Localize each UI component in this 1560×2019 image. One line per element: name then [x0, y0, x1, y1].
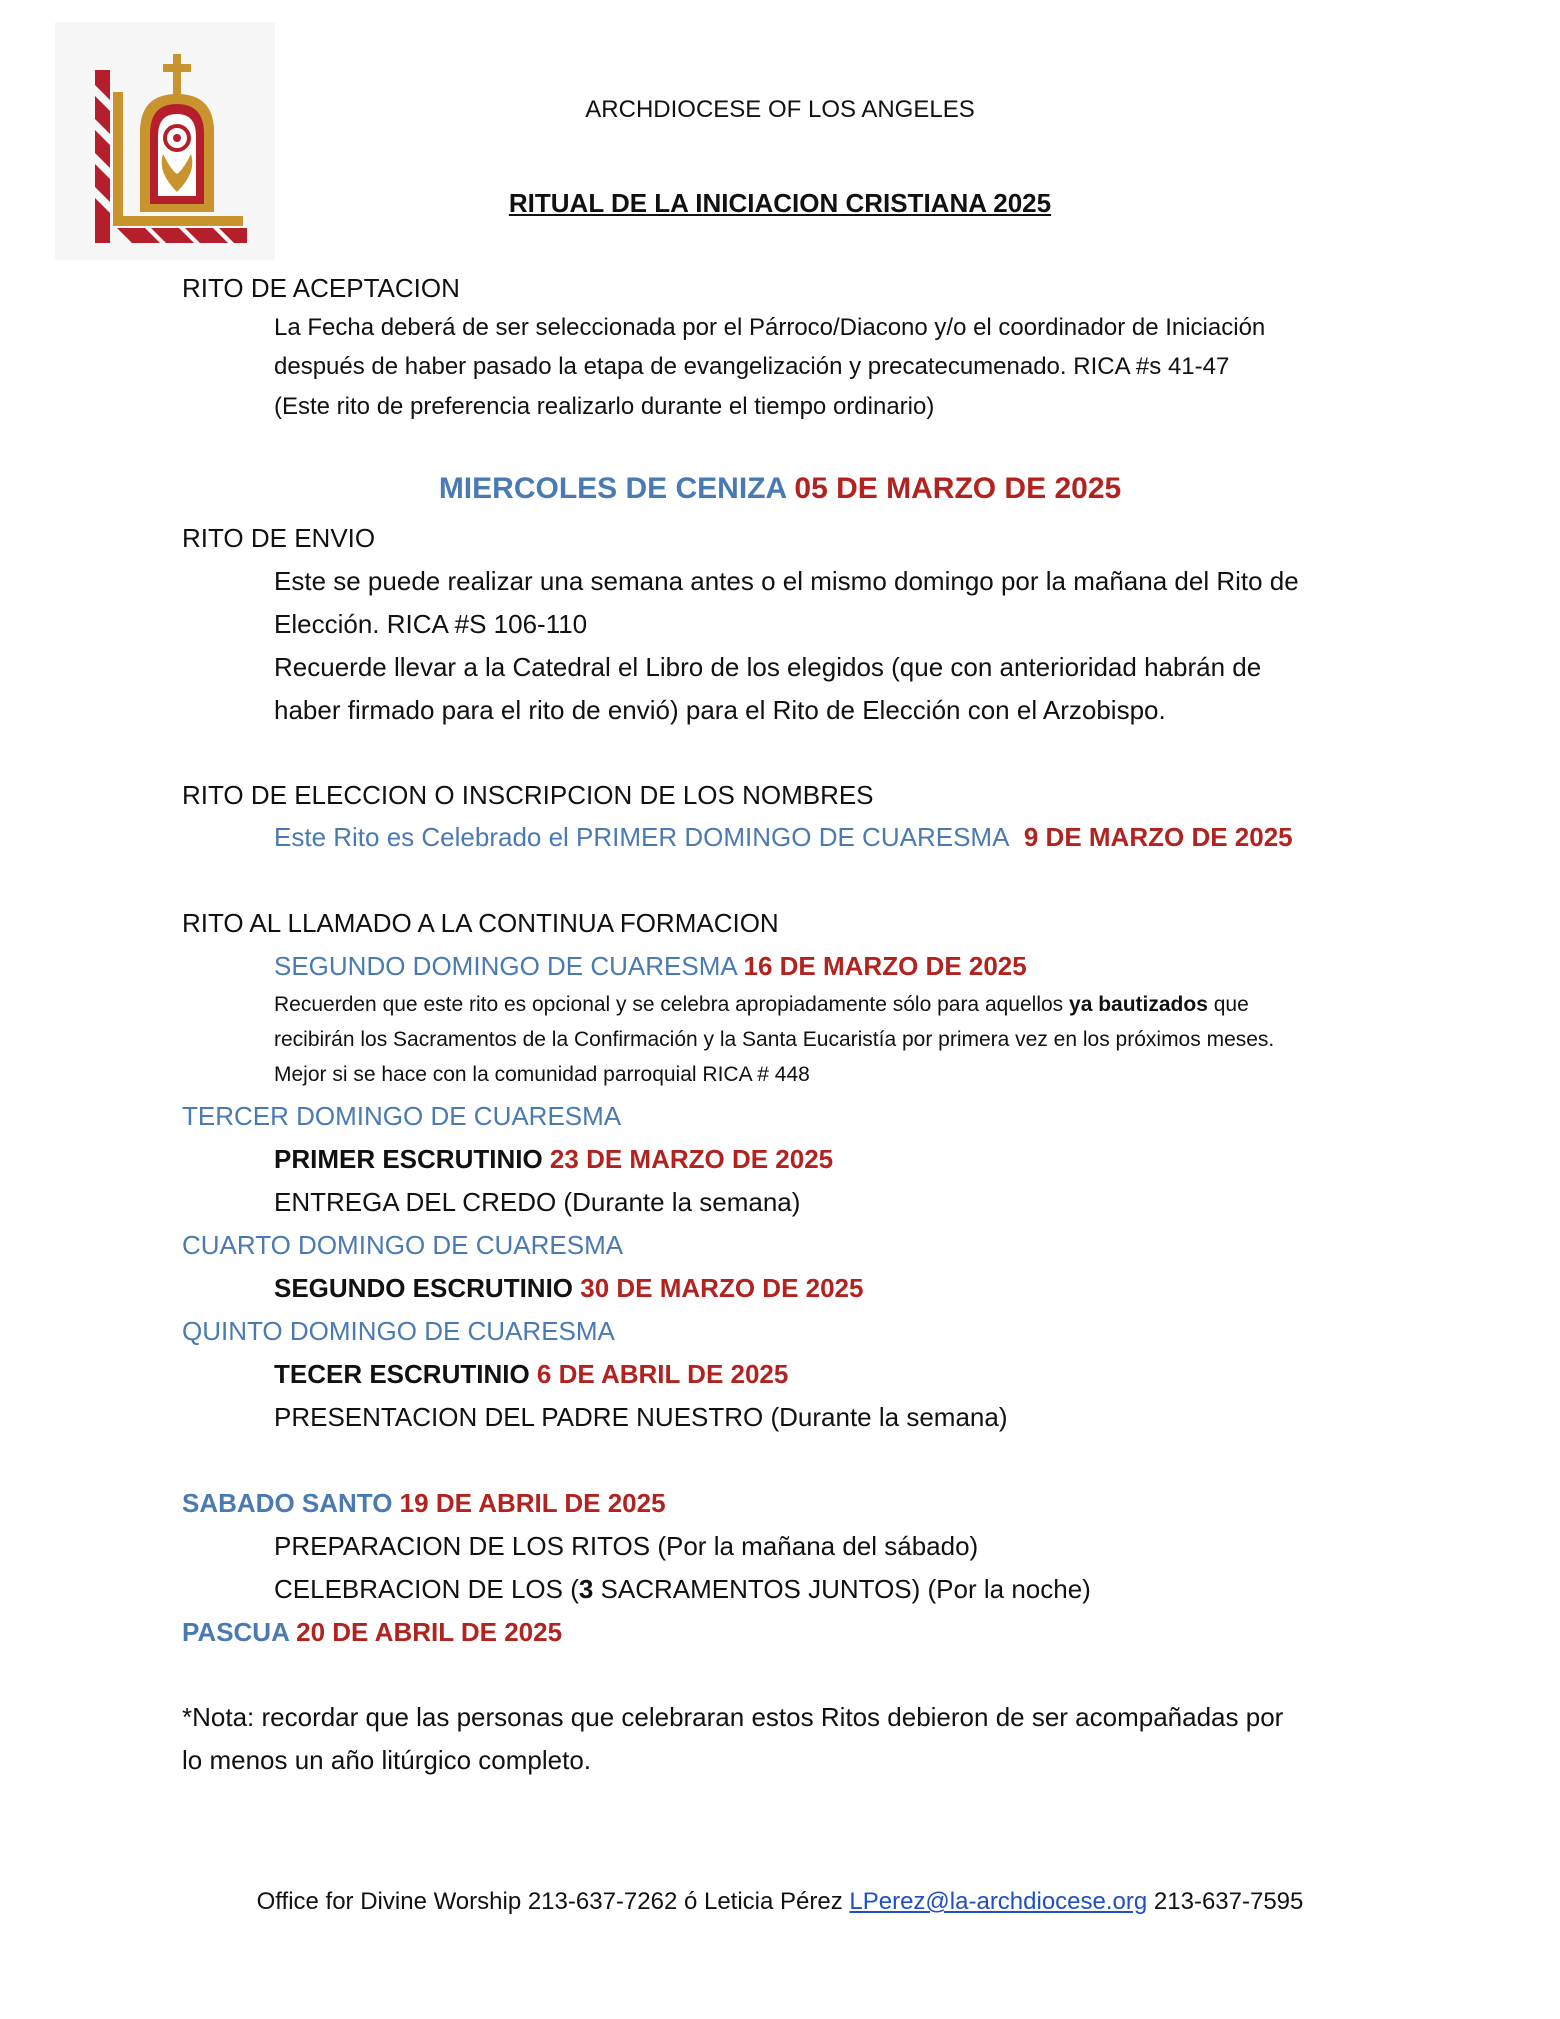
- quinto-line: [274, 1359, 788, 1390]
- tercer-rite: PRIMER ESCRUTINIO: [274, 1144, 543, 1174]
- tercer-label: TERCER DOMINGO DE CUARESMA: [182, 1101, 622, 1131]
- envio-heading: RITO DE ENVIO: [182, 523, 376, 553]
- email-link[interactable]: LPerez@la-archdiocese.org: [849, 1888, 1148, 1915]
- llamado-note: Mejor si se hace con la comunidad parroquial RICA # 448: [274, 1063, 810, 1086]
- llamado-date: 16 DE MARZO DE 2025: [743, 951, 1027, 981]
- footer-text-b: 213-637-7595: [1147, 1888, 1304, 1915]
- pascua-label: PASCUA: [182, 1617, 289, 1647]
- aceptacion-line: (Este rito de preferencia realizarlo durante el tiempo ordinario): [274, 393, 935, 420]
- tercer-date: 23 DE MARZO DE 2025: [549, 1144, 834, 1174]
- quinto-label: QUINTO DOMINGO DE CUARESMA: [182, 1316, 615, 1346]
- llamado-note-bold: ya bautizados: [1069, 993, 1208, 1016]
- sabado-line2: [274, 1574, 1091, 1605]
- llamado-line: [274, 951, 1027, 982]
- envio-line: Elección. RICA #S 106-110: [274, 609, 588, 639]
- eleccion-label: Este Rito es Celebrado el PRIMER DOMINGO DE CUARESMA: [274, 822, 1010, 852]
- aceptacion-line: después de haber pasado la etapa de evangelización y precatecumenado. RICA #s 41-47: [274, 353, 1230, 380]
- aceptacion-line: La Fecha deberá de ser seleccionada por el Párroco/Diacono y/o el coordinador de Iniciación: [274, 314, 1266, 341]
- pascua-line: [182, 1617, 562, 1648]
- cuarto-label: CUARTO DOMINGO DE CUARESMA: [182, 1230, 624, 1260]
- cuarto-line: [274, 1273, 863, 1304]
- archdiocese-logo-icon: [55, 22, 275, 260]
- ceniza-label: MIERCOLES DE CENIZA: [438, 472, 787, 505]
- sabado-line2-a: CELEBRACION DE LOS (: [274, 1574, 579, 1604]
- envio-line: haber firmado para el rito de envió) para el Rito de Elección con el Arzobispo.: [274, 695, 1166, 725]
- llamado-note-a: Recuerden que este rito es opcional y se celebra apropiadamente sólo para aquellos: [274, 993, 1064, 1016]
- document-title: RITUAL DE LA INICIACION CRISTIANA 2025: [508, 188, 1052, 218]
- quinto-rite: TECER ESCRUTINIO: [274, 1359, 530, 1389]
- footer: [0, 1888, 1560, 1916]
- llamado-heading: RITO AL LLAMADO A LA CONTINUA FORMACION: [182, 908, 779, 938]
- quinto-extra: PRESENTACION DEL PADRE NUESTRO (Durante la semana): [274, 1402, 1008, 1432]
- tercer-line: [274, 1144, 833, 1175]
- aceptacion-heading: RITO DE ACEPTACION: [182, 273, 460, 303]
- ceniza-date: 05 DE MARZO DE 2025: [794, 472, 1122, 505]
- eleccion-line: [274, 822, 1293, 853]
- llamado-note: recibirán los Sacramentos de la Confirmación y la Santa Eucaristía por primera vez en los próximos meses.: [274, 1028, 1275, 1051]
- cuarto-rite: SEGUNDO ESCRUTINIO: [274, 1273, 574, 1303]
- sabado-line2-c: SACRAMENTOS JUNTOS) (Por la noche): [593, 1574, 1091, 1604]
- eleccion-date: 9 DE MARZO DE 2025: [1023, 822, 1293, 852]
- sabado-label: SABADO SANTO: [182, 1488, 393, 1518]
- footer-text-a: Office for Divine Worship 213-637-7262 ó Leticia Pérez: [256, 1888, 850, 1915]
- llamado-label: SEGUNDO DOMINGO DE CUARESMA: [274, 951, 737, 981]
- sabado-line2-bold: 3: [578, 1574, 594, 1604]
- nota-line: lo menos un año litúrgico completo.: [182, 1745, 592, 1775]
- sabado-line1: PREPARACION DE LOS RITOS (Por la mañana del sábado): [274, 1531, 979, 1561]
- pascua-date: 20 DE ABRIL DE 2025: [296, 1617, 563, 1647]
- org-name: ARCHDIOCESE OF LOS ANGELES: [585, 96, 975, 123]
- llamado-note: [274, 993, 1249, 1017]
- cuarto-date: 30 DE MARZO DE 2025: [580, 1273, 864, 1303]
- envio-line: Este se puede realizar una semana antes o el mismo domingo por la mañana del Rito de: [274, 566, 1299, 596]
- tercer-extra: ENTREGA DEL CREDO (Durante la semana): [274, 1187, 801, 1217]
- sabado-date: 19 DE ABRIL DE 2025: [399, 1488, 666, 1518]
- nota-line: *Nota: recordar que las personas que celebraran estos Ritos debieron de ser acompañadas por: [182, 1702, 1284, 1732]
- envio-line: Recuerde llevar a la Catedral el Libro de los elegidos (que con anterioridad habrán de: [274, 652, 1262, 682]
- quinto-date: 6 DE ABRIL DE 2025: [536, 1359, 789, 1389]
- sabado-line: [182, 1488, 666, 1519]
- ceniza-line: [0, 472, 1560, 506]
- llamado-note-c: que: [1213, 993, 1249, 1016]
- eleccion-heading: RITO DE ELECCION O INSCRIPCION DE LOS NOMBRES: [182, 780, 874, 810]
